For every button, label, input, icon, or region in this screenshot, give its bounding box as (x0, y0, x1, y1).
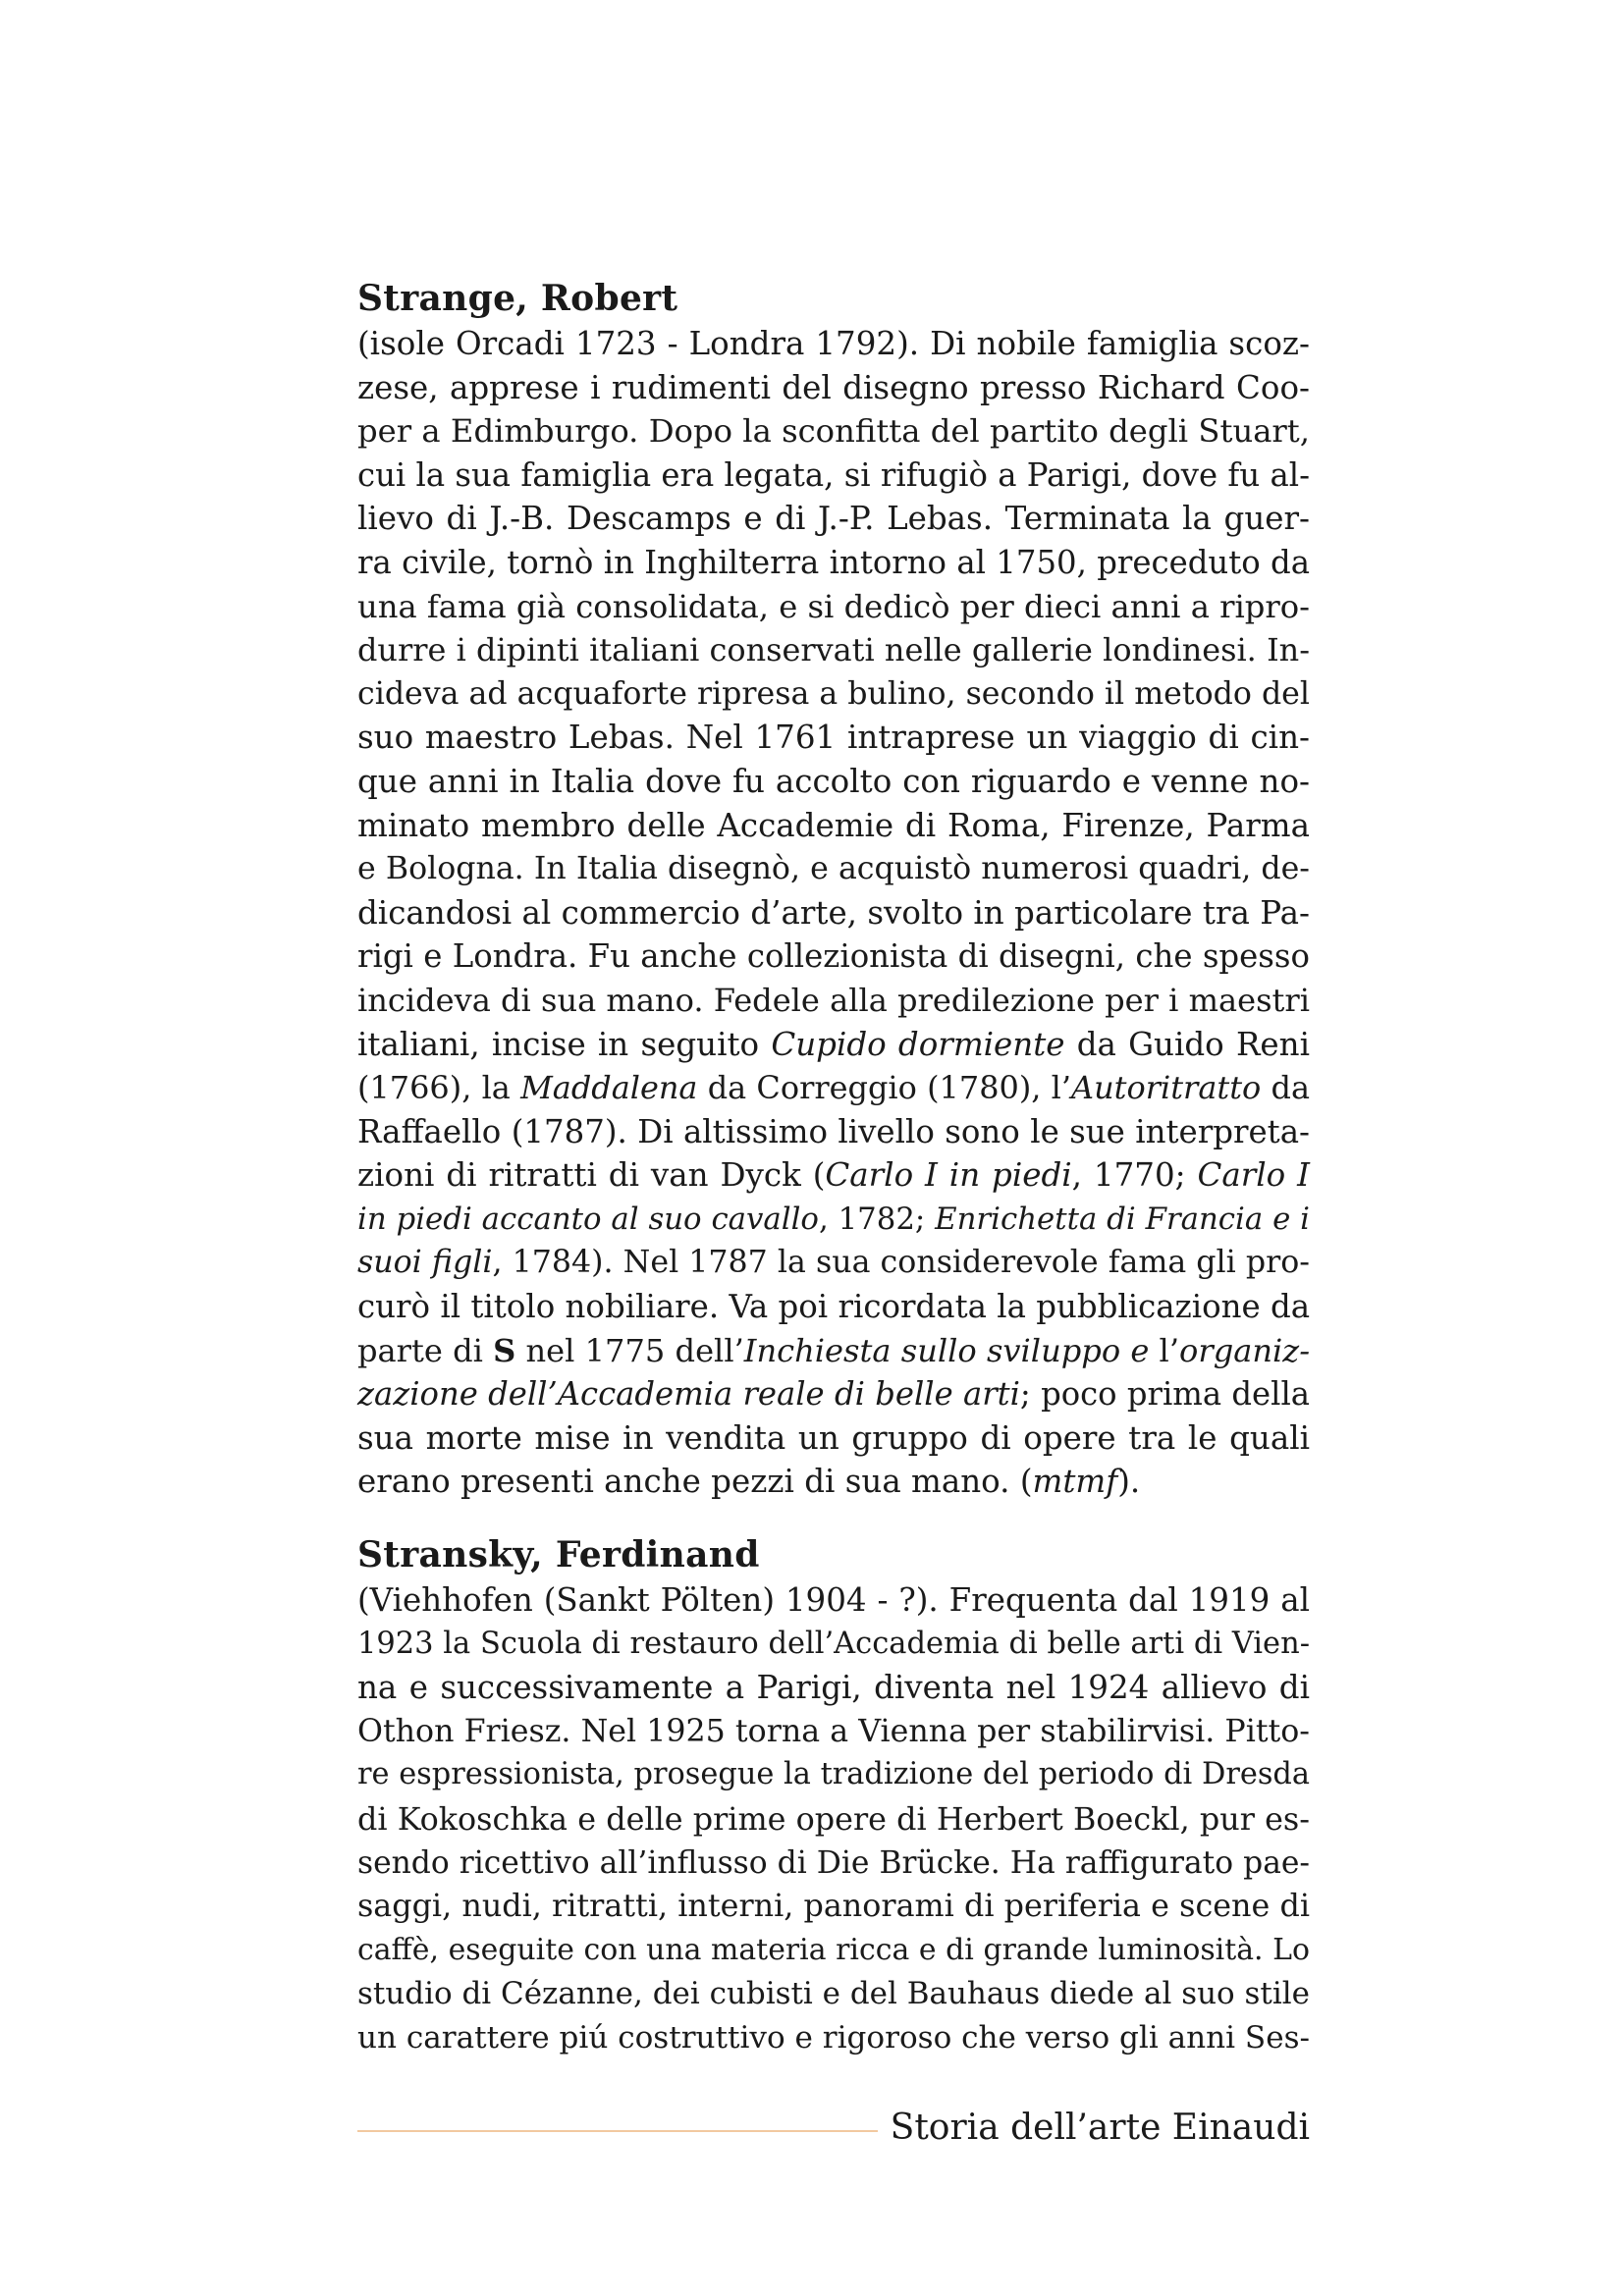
entry-stransky (357, 1533, 1310, 2060)
text-line (357, 1110, 1310, 1154)
text-line (357, 454, 1310, 498)
text-line (357, 585, 1310, 629)
italic-text: Autoritratto (1071, 1069, 1262, 1107)
text-run: di Kokoschka e delle prime opere di Herbert Boeckl, pur es- (357, 1800, 1310, 1838)
text-run: incideva di sua mano. Fedele alla predilezione per i maestri (357, 981, 1310, 1019)
italic-text: mtmf (1032, 1463, 1118, 1501)
text-run: (isole Orcadi 1723 - Londra 1792). Di nobile famiglia scoz- (357, 325, 1310, 362)
text-run: saggi, nudi, ritratti, interni, panorami di periferia e scene di (357, 1889, 1310, 1925)
text-line (357, 1416, 1310, 1461)
text-run: que anni in Italia dove fu accolto con riguardo e venne no- (357, 762, 1310, 800)
italic-text: in piedi accanto al suo cavallo (357, 1201, 819, 1237)
italic-text: Enrichetta di Francia e i (935, 1201, 1310, 1237)
text-run: cideva ad acquaforte ripresa a bulino, secondo il metodo del (357, 675, 1310, 712)
text-run: , 1770; (1071, 1156, 1198, 1195)
text-run: parte di (357, 1331, 494, 1369)
text-line (357, 497, 1310, 541)
text-run: re espressionista, prosegue la tradizione del periodo di Dresda (357, 1757, 1310, 1792)
text-line (357, 409, 1310, 454)
text-run: caffè, eseguite con una materia ricca e di grande luminosità. Lo (357, 1932, 1310, 1967)
text-run: una fama già consolidata, e si dedicò per dieci anni a ripro- (357, 587, 1311, 625)
italic-text: Cupido dormiente (771, 1025, 1065, 1063)
footer-publisher: Storia dell’arte Einaudi (890, 2108, 1310, 2148)
text-line (357, 366, 1310, 410)
text-run: zioni di ritratti di van Dyck ( (357, 1156, 826, 1195)
text-line (357, 1885, 1310, 1929)
italic-text: Maddalena (520, 1069, 698, 1107)
text-run: durre i dipinti italiani conservati nelle gallerie londinesi. In- (357, 631, 1310, 669)
text-line (357, 1623, 1310, 1667)
text-run: da (1261, 1069, 1310, 1107)
text-line (357, 2016, 1310, 2060)
text-line (357, 1023, 1310, 1067)
text-line (357, 541, 1310, 585)
text-line (357, 322, 1310, 366)
text-run: (Viehhofen (Sankt Pölten) 1904 - ?). Frequenta dal 1919 al (357, 1581, 1310, 1620)
entry-title: Stransky, Ferdinand (357, 1534, 760, 1576)
text-line (357, 1710, 1310, 1754)
text-run: ra civile, tornò in Inghilterra intorno al 1750, preceduto da (357, 543, 1310, 581)
text-line (357, 1372, 1310, 1416)
page-footer (357, 2101, 1310, 2160)
page-content (357, 277, 1310, 2060)
text-run: l’ (1149, 1331, 1180, 1369)
text-run: rigi e Londra. Fu anche collezionista di disegni, che spesso (357, 937, 1310, 976)
text-run: Raffaello (1787). Di altissimo livello sono le sue interpreta- (357, 1112, 1310, 1150)
text-run: ; poco prima della (1019, 1375, 1310, 1414)
text-run: per a Edimburgo. Dopo la sconfitta del partito degli Stuart, (357, 412, 1310, 451)
italic-text: organiz- (1179, 1331, 1311, 1369)
text-line (357, 1842, 1310, 1886)
text-line (357, 847, 1310, 891)
footer-rule (357, 2130, 878, 2132)
bold-text: S (493, 1331, 516, 1369)
text-line (357, 979, 1310, 1023)
text-run: lievo di J.-B. Descamps e di J.-P. Lebas. Terminata la guer- (357, 500, 1310, 538)
text-line (357, 1241, 1310, 1285)
text-run: 1923 la Scuola di restauro dell’Accademia di belle arti di Vien- (357, 1626, 1310, 1661)
italic-text: zazione dell’Accademia reale di belle arti (357, 1375, 1020, 1414)
text-run: curò il titolo nobiliare. Va poi ricordata la pubblicazione da (357, 1288, 1311, 1326)
text-line (357, 628, 1310, 672)
italic-text: Inchiesta sullo sviluppo e (743, 1331, 1150, 1369)
text-line (357, 1285, 1310, 1329)
text-line (357, 1329, 1310, 1373)
entry-strange (357, 277, 1310, 1504)
text-line (357, 891, 1310, 935)
text-line (357, 1929, 1310, 1973)
text-run: erano presenti anche pezzi di sua mano. ( (357, 1463, 1033, 1501)
text-run: da Guido Reni (1064, 1025, 1310, 1063)
text-line (357, 716, 1310, 760)
text-run: e Bologna. In Italia disegnò, e acquistò numerosi quadri, de- (357, 851, 1310, 887)
text-line (357, 1198, 1310, 1242)
text-line (357, 1753, 1310, 1797)
italic-text: Carlo I (1197, 1156, 1310, 1195)
text-run: italiani, incise in seguito (357, 1025, 772, 1063)
text-run: na e successivamente a Parigi, diventa nel 1924 allievo di (357, 1669, 1310, 1707)
text-run: (1766), la (357, 1069, 521, 1107)
text-line (357, 1460, 1310, 1504)
italic-text: suoi figli (357, 1245, 493, 1281)
text-line (357, 1153, 1310, 1198)
text-run: nel 1775 dell’ (515, 1331, 744, 1369)
text-line (357, 1578, 1310, 1623)
text-line (357, 1972, 1310, 2016)
text-line (357, 1066, 1310, 1110)
text-run: Othon Friesz. Nel 1925 torna a Vienna per stabilirvisi. Pitto- (357, 1713, 1310, 1749)
entry-title: Strange, Robert (357, 278, 678, 319)
text-run: zese, apprese i rudimenti del disegno presso Richard Coo- (357, 368, 1310, 406)
text-line (357, 934, 1310, 979)
text-line (357, 760, 1310, 804)
italic-text: Carlo I in piedi (825, 1156, 1072, 1195)
text-run: dicandosi al commercio d’arte, svolto in particolare tra Pa- (357, 893, 1310, 932)
text-line (357, 1797, 1310, 1842)
text-run: , 1784). Nel 1787 la sua considerevole fama gli pro- (492, 1245, 1310, 1281)
text-run: minato membro delle Accademie di Roma, Firenze, Parma (357, 806, 1310, 844)
text-run: ). (1117, 1463, 1141, 1501)
text-line (357, 672, 1310, 717)
text-line (357, 804, 1310, 848)
text-run: un carattere piú costruttivo e rigoroso che verso gli anni Ses- (357, 2019, 1310, 2056)
text-run: suo maestro Lebas. Nel 1761 intraprese un viaggio di cin- (357, 719, 1310, 757)
text-run: , 1782; (818, 1201, 936, 1237)
text-run: sua morte mise in vendita un gruppo di opere tra le quali (357, 1418, 1310, 1457)
entry-body (357, 322, 1310, 1504)
text-run: cui la sua famiglia era legata, si rifugiò a Parigi, dove fu al- (357, 455, 1310, 494)
text-run: da Correggio (1780), l’ (697, 1069, 1072, 1107)
text-line (357, 1666, 1310, 1710)
entry-body (357, 1578, 1310, 2060)
text-run: sendo ricettivo all’influsso di Die Brücke. Ha raffigurato pae- (357, 1844, 1310, 1881)
text-run: studio di Cézanne, dei cubisti e del Bauhaus diede al suo stile (357, 1976, 1310, 2012)
